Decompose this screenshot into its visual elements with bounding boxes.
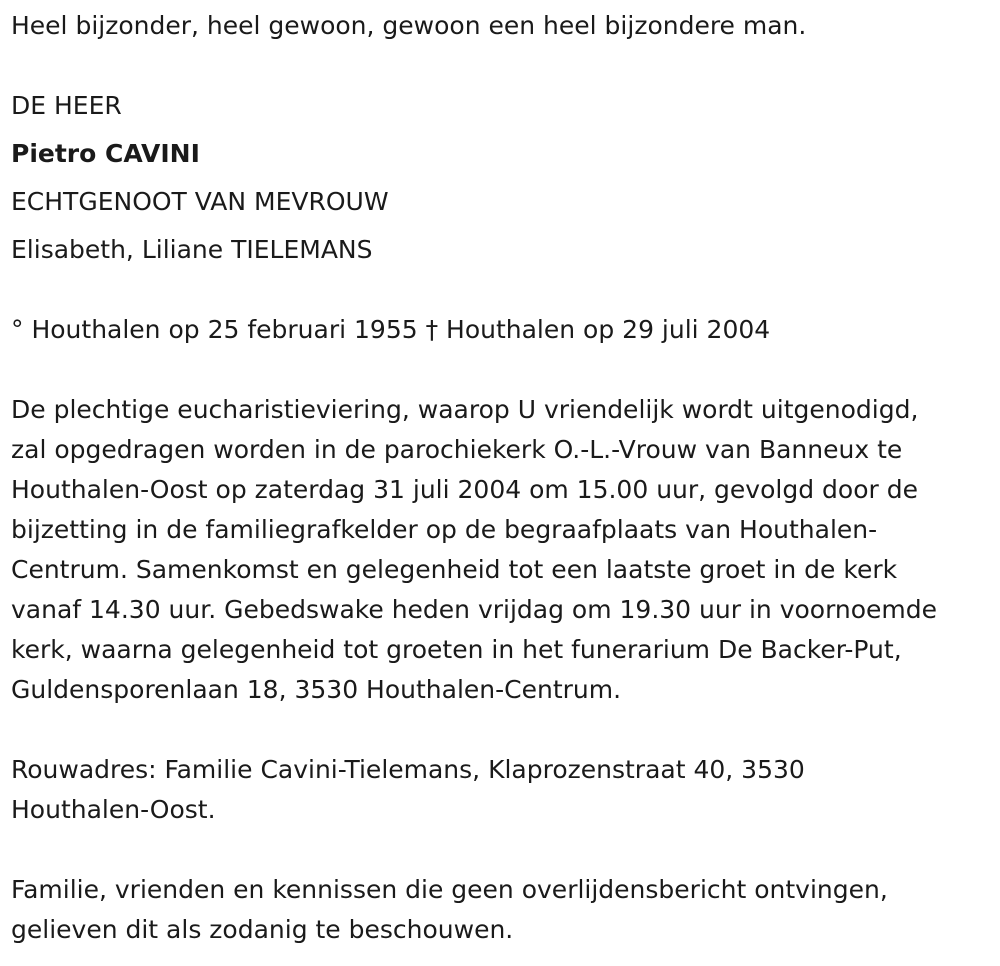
ceremony-line: Houthalen-Oost op zaterdag 31 juli 2004 om 15.00 uur, gevolgd door de: [11, 475, 918, 504]
spouse-name: Elisabeth, Liliane TIELEMANS: [11, 235, 373, 264]
ceremony-line: De plechtige eucharistieviering, waarop U vriendelijk wordt uitgenodigd,: [11, 395, 919, 424]
closing-paragraph: [11, 870, 996, 950]
ceremony-line: Centrum. Samenkomst en gelegenheid tot een laatste groet in de kerk: [11, 555, 898, 584]
ceremony-line: bijzetting in de familiegrafkelder op de begraafplaats van Houthalen-: [11, 515, 878, 544]
closing-line: gelieven dit als zodanig te beschouwen.: [11, 915, 514, 944]
relation-text: ECHTGENOOT VAN MEVROUW: [11, 187, 389, 216]
ceremony-line: vanaf 14.30 uur. Gebedswake heden vrijdag om 19.30 uur in voornoemde: [11, 595, 938, 624]
ceremony-line: Guldensporenlaan 18, 3530 Houthalen-Centrum.: [11, 675, 622, 704]
mourning-address-paragraph: [11, 750, 996, 830]
address-line: Rouwadres: Familie Cavini-Tielemans, Klaprozenstraat 40, 3530: [11, 755, 805, 784]
honorific-title: DE HEER: [11, 91, 122, 120]
birth-death-dates: ° Houthalen op 25 februari 1955 † Houthalen op 29 juli 2004: [11, 315, 771, 344]
ceremony-paragraph: [11, 390, 996, 710]
ceremony-line: kerk, waarna gelegenheid tot groeten in het funerarium De Backer-Put,: [11, 635, 902, 664]
deceased-name: Pietro CAVINI: [11, 139, 200, 168]
closing-line: Familie, vrienden en kennissen die geen overlijdensbericht ontvingen,: [11, 875, 888, 904]
address-line: Houthalen-Oost.: [11, 795, 216, 824]
motto-text: Heel bijzonder, heel gewoon, gewoon een heel bijzondere man.: [11, 11, 807, 40]
ceremony-line: zal opgedragen worden in de parochiekerk O.-L.-Vrouw van Banneux te: [11, 435, 903, 464]
